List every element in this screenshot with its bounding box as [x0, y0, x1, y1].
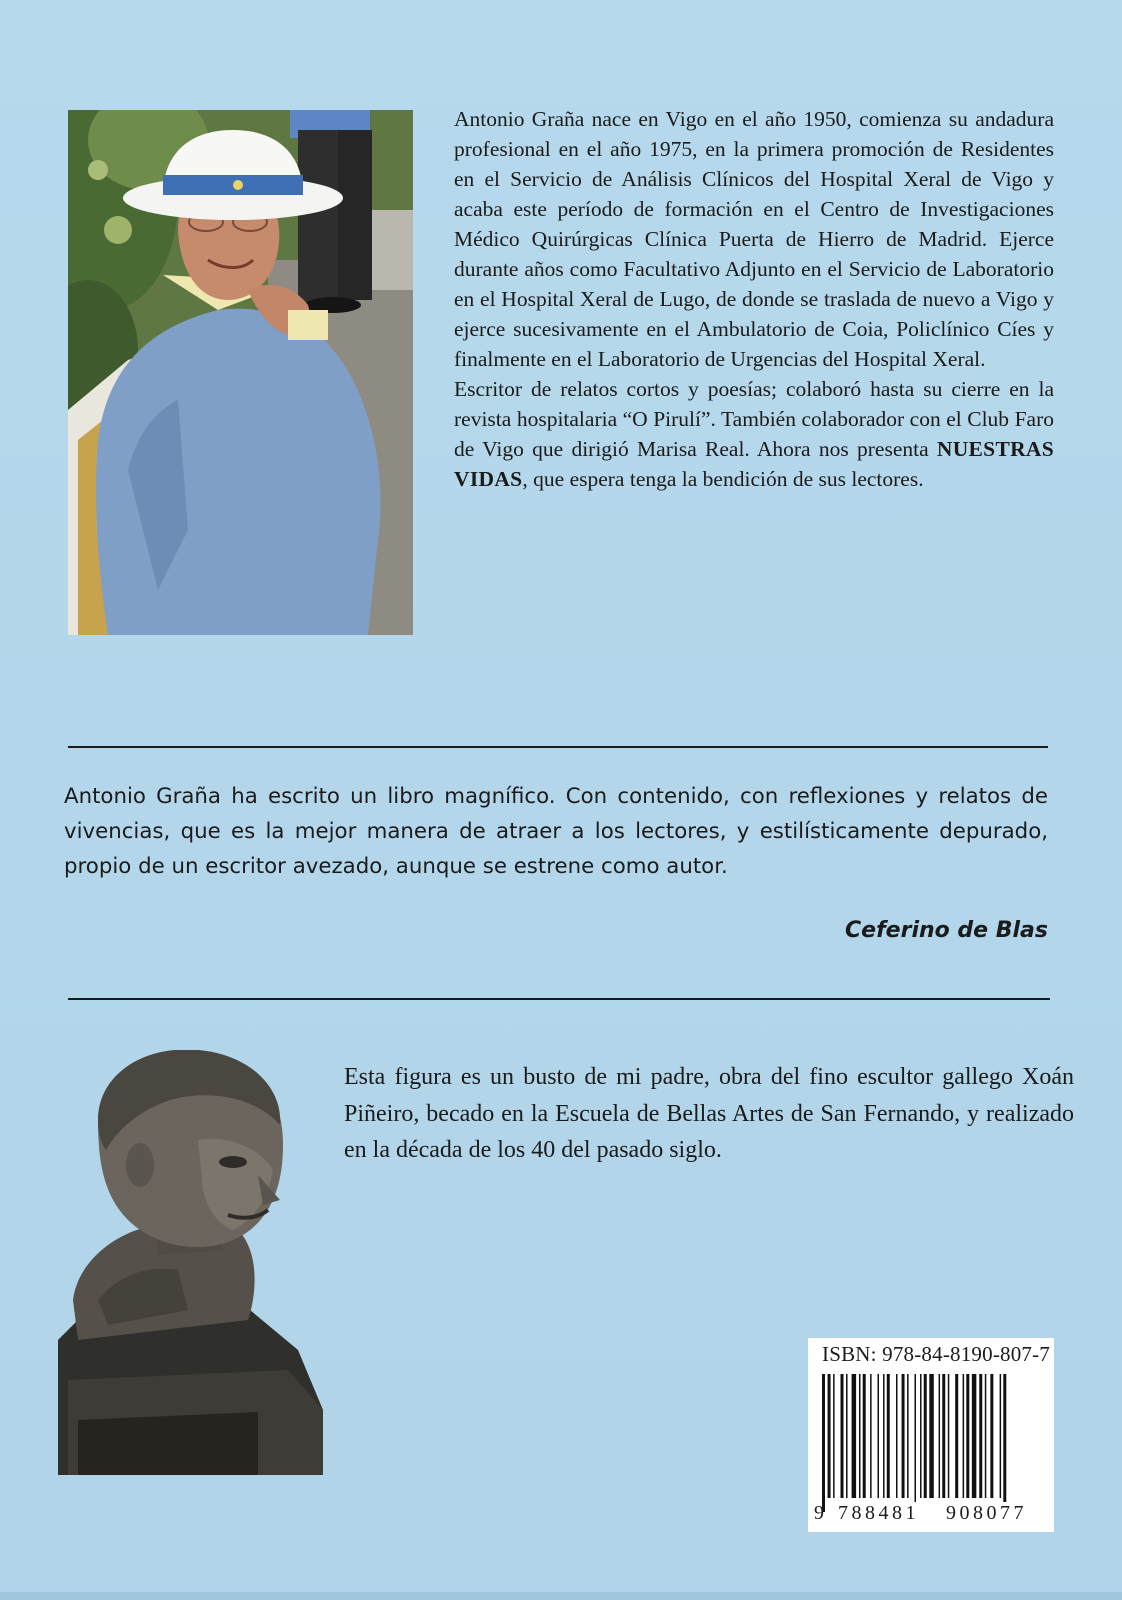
- divider-top: [68, 746, 1048, 748]
- book-title: NUESTRAS VIDAS: [454, 437, 1054, 491]
- bio-paragraph-2-text: Escritor de relatos cortos y poesías; colaboró hasta su cierre en la revista hospitalaria “O Pirulí”. También colaborador con el Club Faro de Vigo que dirigió Marisa Real. Ahora nos presenta: [454, 377, 1054, 461]
- author-photo: [68, 110, 413, 635]
- review-author: Ceferino de Blas: [845, 918, 1048, 943]
- isbn-label: ISBN: 978-84-8190-807-7: [822, 1342, 1051, 1366]
- bust-photo: [58, 1050, 333, 1475]
- barcode: [816, 1374, 1048, 1512]
- isbn-digits-group-2: 908077: [946, 1502, 1027, 1524]
- review-quote: Antonio Graña ha escrito un libro magnífico. Con contenido, con reflexiones y relatos de vivencias, que es la mejor manera de atraer a los lectores, y estilísticamente depurado, propio de un escritor avezado, aunque se estrene como autor.: [64, 784, 1048, 879]
- author-bio: [454, 104, 1054, 494]
- isbn-digits: [808, 1502, 1054, 1530]
- isbn-barcode-box: [808, 1338, 1054, 1532]
- bio-paragraph-2-end: , que espera tenga la bendición de sus lectores.: [522, 467, 924, 491]
- bust-caption: Esta figura es un busto de mi padre, obra del fino escultor gallego Xoán Piñeiro, becado en la Escuela de Bellas Artes de San Fernando, y realizado en la década de los 40 del pasado siglo.: [344, 1064, 1074, 1163]
- isbn-digit-lead: 9: [814, 1502, 828, 1524]
- bust-photo-illustration: [58, 1050, 333, 1475]
- author-photo-illustration: [68, 110, 413, 635]
- divider-bottom: [68, 998, 1050, 1000]
- isbn-digits-group-1: 788481: [838, 1502, 919, 1524]
- bottom-edge: [0, 1592, 1122, 1600]
- bio-paragraph-1: Antonio Graña nace en Vigo en el año 1950, comienza su andadura profesional en el año 1975, en la primera promoción de Residentes en el Servicio de Análisis Clínicos del Hospital Xeral de Vigo y acaba este período de formación en el Centro de Investigaciones Médico Quirúrgicas Clínica Puerta de Hierro de Madrid. Ejerce durante años como Facultativo Adjunto en el Servicio de Laboratorio en el Hospital Xeral de Lugo, de donde se traslada de nuevo a Vigo y ejerce sucesivamente en el Ambulatorio de Coia, Policlínico Cíes y finalmente en el Laboratorio de Urgencias del Hospital Xeral.: [454, 107, 1054, 371]
- bio-paragraph-2: [454, 374, 1054, 494]
